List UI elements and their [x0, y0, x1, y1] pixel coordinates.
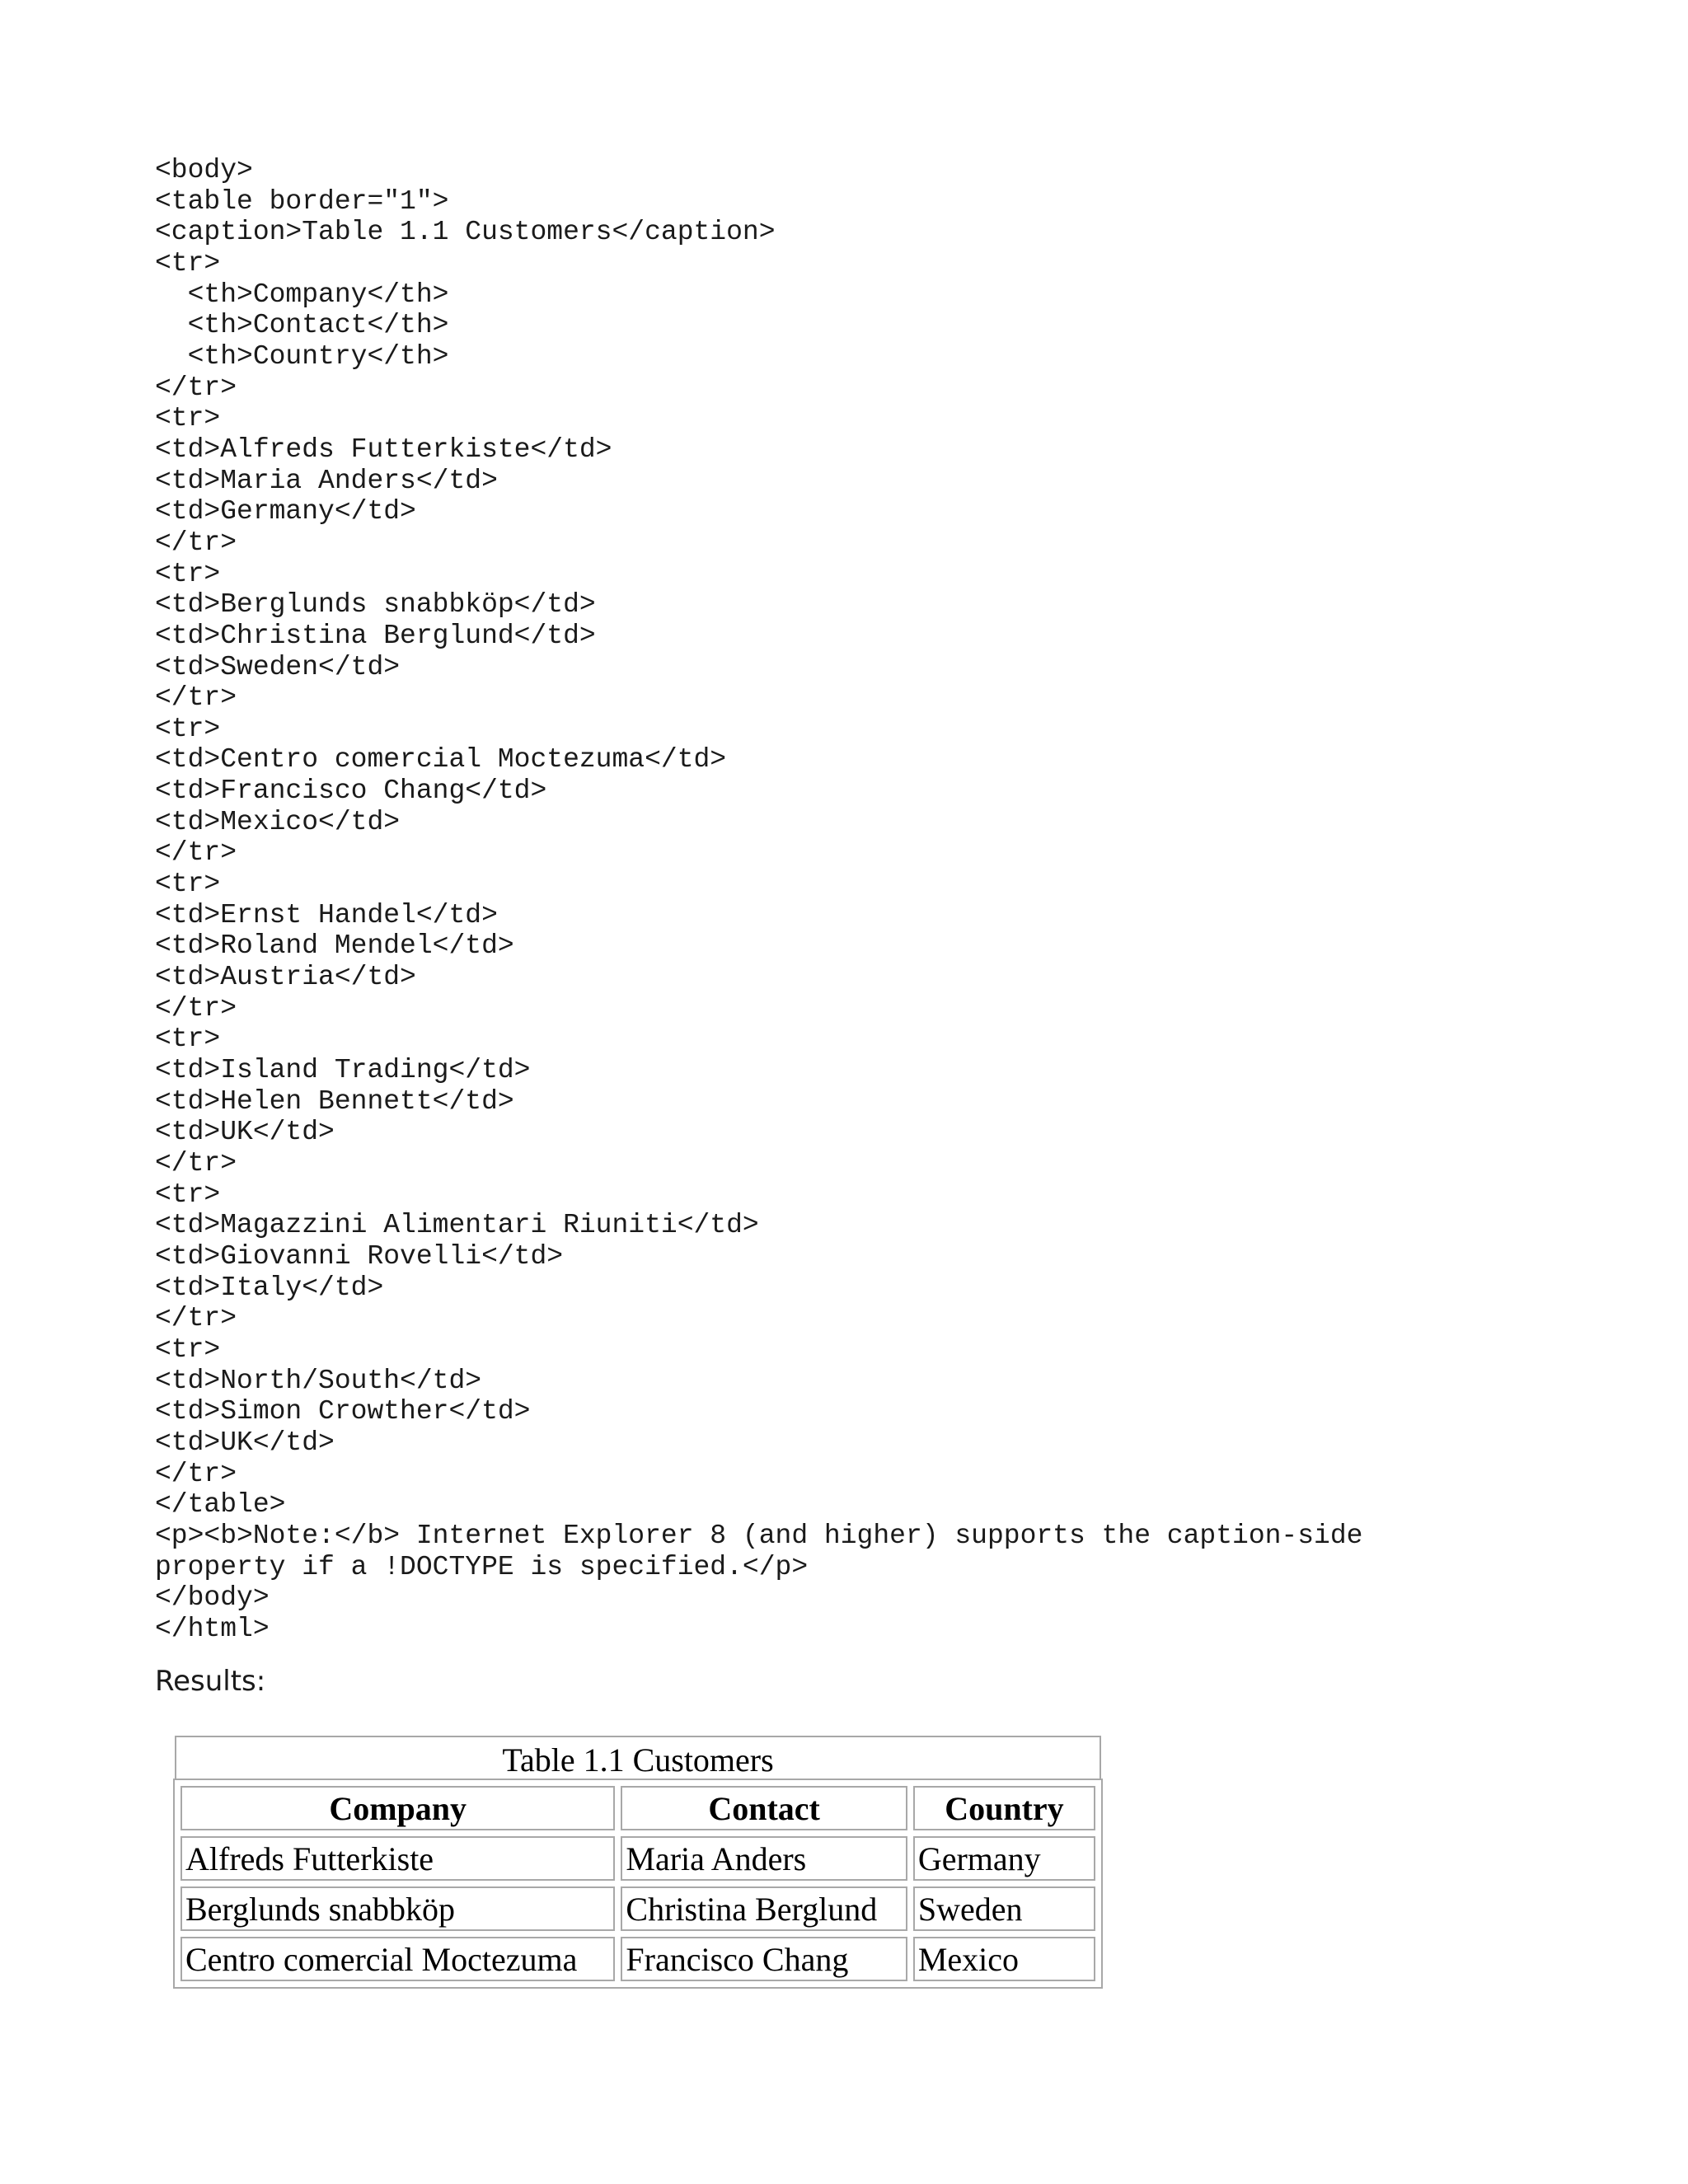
cell-company: Centro comercial Moctezuma: [181, 1937, 615, 1981]
code-line: <th>Company</th>: [155, 279, 449, 310]
customers-table: [173, 1736, 1103, 1989]
code-line: <tr>: [155, 869, 221, 900]
code-line: <tr>: [155, 1024, 221, 1055]
code-line: <td>Centro comercial Moctezuma</td>: [155, 744, 727, 776]
cell-company: Alfreds Futterkiste: [181, 1836, 615, 1881]
header-country: Country: [913, 1786, 1095, 1830]
code-line: <tr>: [155, 713, 221, 744]
cell-country: Germany: [913, 1836, 1095, 1881]
code-line: </tr>: [155, 1148, 237, 1179]
code-line: <td>UK</td>: [155, 1117, 335, 1148]
code-line: </body>: [155, 1582, 270, 1614]
code-line: <td>Austria</td>: [155, 962, 416, 993]
code-line: <td>North/South</td>: [155, 1365, 482, 1396]
cell-contact: Christina Berglund: [621, 1886, 907, 1931]
header-contact: Contact: [621, 1786, 907, 1830]
code-line: <td>Roland Mendel</td>: [155, 930, 514, 962]
code-line: <td>Berglunds snabbköp</td>: [155, 589, 596, 621]
code-line: <td>Simon Crowther</td>: [155, 1396, 531, 1427]
code-line: <tr>: [155, 1333, 221, 1365]
code-line: <td>Sweden</td>: [155, 651, 401, 682]
code-line: <tr>: [155, 247, 221, 279]
code-line: <td>Francisco Chang</td>: [155, 776, 547, 807]
code-line: <p><b>Note:</b> Internet Explorer 8 (and higher) supports the caption-side: [155, 1520, 1363, 1551]
code-line: <td>Mexico</td>: [155, 806, 401, 837]
code-line: <td>Helen Bennett</td>: [155, 1085, 514, 1117]
code-line: <body>: [155, 155, 253, 185]
cell-country: Mexico: [913, 1937, 1095, 1981]
code-line: </tr>: [155, 1458, 237, 1489]
cell-contact: Francisco Chang: [621, 1937, 907, 1981]
code-line: <td>Maria Anders</td>: [155, 465, 498, 496]
code-line: <td>Alfreds Futterkiste</td>: [155, 434, 612, 465]
code-line: <tr>: [155, 403, 221, 434]
table-row: [181, 1937, 1095, 1981]
code-line: <td>Germany</td>: [155, 496, 416, 527]
code-line: <th>Contact</th>: [155, 310, 449, 341]
code-line: <caption>Table 1.1 Customers</caption>: [155, 217, 776, 248]
table-header-row: [181, 1786, 1095, 1830]
code-line: <table border="1">: [155, 185, 449, 217]
code-line: </tr>: [155, 527, 237, 558]
header-company: Company: [181, 1786, 615, 1830]
code-line: <tr>: [155, 1179, 221, 1210]
cell-country: Sweden: [913, 1886, 1095, 1931]
code-line: <td>Magazzini Alimentari Riuniti</td>: [155, 1210, 759, 1241]
table-row: [181, 1886, 1095, 1931]
code-line: <th>Country</th>: [155, 340, 449, 372]
code-line: </tr>: [155, 682, 237, 714]
results-label: Results:: [155, 1665, 266, 1698]
code-line: <td>Ernst Handel</td>: [155, 899, 498, 930]
code-line: <td>UK</td>: [155, 1427, 335, 1458]
code-line: <td>Christina Berglund</td>: [155, 620, 596, 651]
cell-company: Berglunds snabbköp: [181, 1886, 615, 1931]
code-line: </tr>: [155, 1303, 237, 1334]
code-line: </tr>: [155, 992, 237, 1024]
code-line: <td>Island Trading</td>: [155, 1055, 531, 1086]
code-listing: [155, 155, 1362, 1645]
code-line: </tr>: [155, 372, 237, 403]
code-line: property if a !DOCTYPE is specified.</p>: [155, 1551, 809, 1582]
code-line: <td>Giovanni Rovelli</td>: [155, 1240, 564, 1272]
code-line: <td>Italy</td>: [155, 1272, 384, 1303]
code-line: </tr>: [155, 837, 237, 869]
code-line: <tr>: [155, 558, 221, 589]
code-line: </table>: [155, 1489, 286, 1521]
cell-contact: Maria Anders: [621, 1836, 907, 1881]
table-caption: Table 1.1 Customers: [175, 1736, 1101, 1779]
table-row: [181, 1836, 1095, 1881]
code-line: </html>: [155, 1613, 270, 1644]
